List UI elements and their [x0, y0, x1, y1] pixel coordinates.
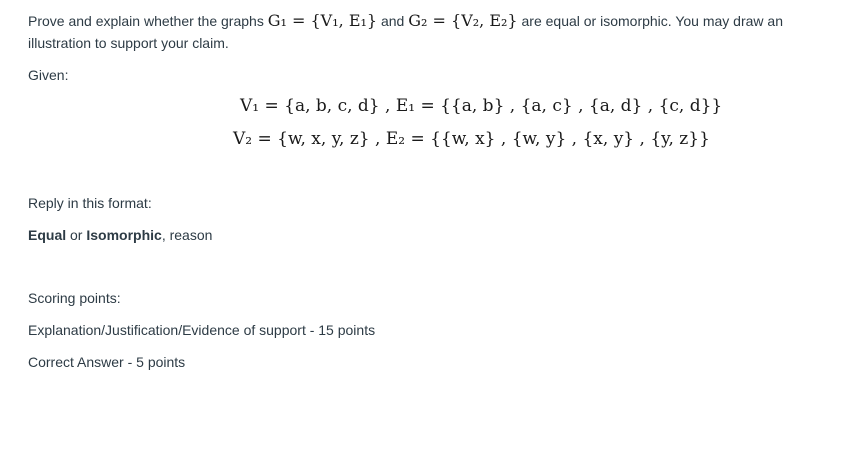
- scoring-item-correct-answer: Correct Answer - 5 points: [28, 354, 186, 370]
- graph-g1-expression: G₁ = {V₁, E₁}: [267, 11, 378, 30]
- equation-graph-2: V₂ = {w, x, y, z} , E₂ = {{w, x} , {w, y} , {x, y} , {y, z}}: [233, 129, 710, 149]
- or-text: or: [66, 227, 87, 243]
- isomorphic-keyword: Isomorphic: [86, 227, 162, 243]
- format-instruction: [28, 225, 212, 245]
- scoring-item-explanation: Explanation/Justification/Evidence of support - 15 points: [28, 322, 376, 338]
- format-label: Reply in this format:: [28, 195, 152, 211]
- scoring-label: Scoring points:: [28, 290, 121, 306]
- intro-text-1: Prove and explain whether the graphs: [28, 13, 268, 29]
- given-label: Given:: [28, 67, 69, 83]
- question-intro-line-1: [28, 11, 783, 31]
- reason-text: , reason: [161, 227, 213, 243]
- intro-text-2: and: [377, 13, 409, 29]
- equal-keyword: Equal: [28, 227, 67, 243]
- graph-g2-expression: G₂ = {V₂, E₂}: [408, 11, 518, 30]
- intro-text-3: are equal or isomorphic. You may draw an: [517, 13, 783, 29]
- question-intro-line-2: illustration to support your claim.: [28, 35, 229, 51]
- equation-graph-1: V₁ = {a, b, c, d} , E₁ = {{a, b} , {a, c} , {a, d} , {c, d}}: [240, 96, 723, 116]
